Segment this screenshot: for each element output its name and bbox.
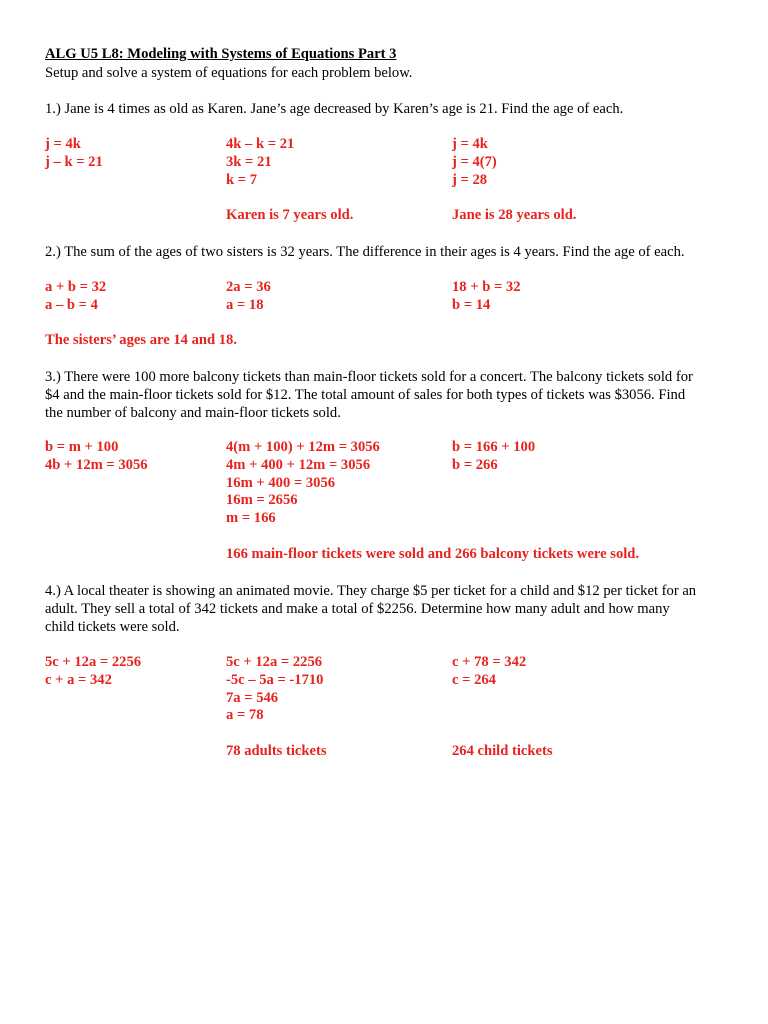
equation-line: b = m + 100 [45,439,119,455]
equation-line: 16m + 400 = 3056 [226,474,336,491]
problem-3-system [45,439,148,475]
equation-line: a = 78 [226,707,264,724]
equation-line: 4k – k = 21 [226,136,295,152]
problem-2-answer: The sisters’ ages are 14 and 18. [45,332,238,348]
problem-3-prompt-line-1: 3.) There were 100 more balcony tickets than main-floor tickets sold for a concert. The balcony tickets sold for [45,369,693,385]
equation-line: 4(m + 100) + 12m = 3056 [226,439,380,455]
equation-line: 7a = 546 [226,689,279,706]
problem-2-solve-step [226,279,271,315]
problem-3-solve-step [226,439,380,528]
equation-line: 2a = 36 [226,279,271,295]
equation-line: b = 266 [452,456,498,473]
equation-line: c + a = 342 [45,671,112,688]
problem-4-answer-adults: 78 adults tickets [226,743,327,759]
equation-line: a + b = 32 [45,279,107,295]
equation-line: 5c + 12a = 2256 [226,654,323,670]
equation-line: b = 166 + 100 [452,439,536,455]
problem-3-answer: 166 main-floor tickets were sold and 266 balcony tickets were sold. [226,546,640,562]
problem-1-answer-karen: Karen is 7 years old. [226,207,354,223]
equation-line: j = 28 [452,171,488,188]
equation-line: j = 4(7) [452,153,497,170]
instructions: Setup and solve a system of equations for each problem below. [45,65,413,81]
equation-line: -5c – 5a = -1710 [226,671,324,688]
problem-2-substitute-step [452,279,521,315]
problem-1-prompt: 1.) Jane is 4 times as old as Karen. Jane’s age decreased by Karen’s age is 21. Find the age of each. [45,101,624,117]
worksheet-title: ALG U5 L8: Modeling with Systems of Equations Part 3 [45,46,397,62]
problem-4-prompt-line-2: adult. They sell a total of 342 tickets and make a total of $2256. Determine how many adult and how many [45,601,670,617]
equation-line: 5c + 12a = 2256 [45,654,142,670]
problem-3-prompt-line-3: the number of balcony and main-floor tickets sold. [45,405,341,421]
problem-4-substitute-step [452,654,526,690]
problem-2-prompt: 2.) The sum of the ages of two sisters is 32 years. The difference in their ages is 4 years. Find the age of each. [45,244,685,260]
equation-line: j = 4k [45,136,81,152]
problem-3-substitute-step [452,439,535,475]
equation-line: 4m + 400 + 12m = 3056 [226,456,371,473]
problem-4-prompt-line-3: child tickets were sold. [45,619,180,635]
equation-line: 4b + 12m = 3056 [45,456,148,473]
equation-line: m = 166 [226,510,276,527]
equation-line: c + 78 = 342 [452,654,527,670]
problem-1-substitute-step [452,136,497,189]
equation-line: j – k = 21 [45,153,103,170]
problem-4-answer-children: 264 child tickets [452,743,553,759]
equation-line: j = 4k [452,136,488,152]
problem-1-system [45,136,103,172]
problem-2-system [45,279,106,315]
equation-line: a = 18 [226,296,264,313]
equation-line: a – b = 4 [45,296,98,313]
equation-line: k = 7 [226,171,258,188]
equation-line: 16m = 2656 [226,492,298,509]
equation-line: 18 + b = 32 [452,279,521,295]
problem-4-prompt-line-1: 4.) A local theater is showing an animated movie. They charge $5 per ticket for a child and $12 per ticket for an [45,583,697,599]
equation-line: c = 264 [452,671,496,688]
problem-4-system [45,654,141,690]
problem-3-prompt-line-2: $4 and the main-floor tickets sold for $12. The total amount of sales for both types of tickets was $3056. Find [45,387,686,403]
problem-1-answer-jane: Jane is 28 years old. [452,207,577,223]
problem-4-solve-step [226,654,323,725]
equation-line: b = 14 [452,296,491,313]
problem-1-solve-step [226,136,294,189]
equation-line: 3k = 21 [226,153,272,170]
